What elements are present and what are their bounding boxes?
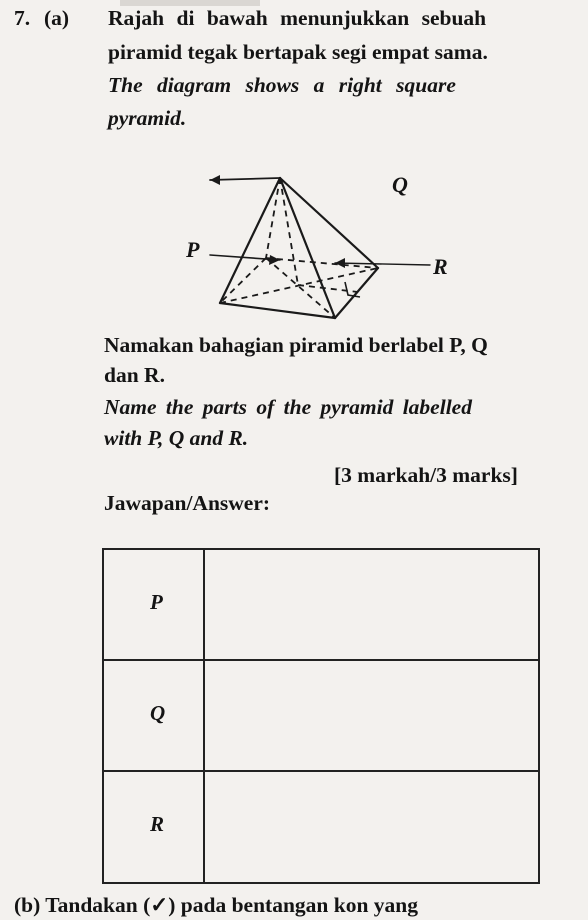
instruction-malay-line-2: dan R. [104, 363, 165, 387]
base-edge-front [220, 303, 335, 318]
answer-row-label: Q [150, 701, 166, 725]
label-p: P [186, 237, 200, 262]
marks-allocation: [3 markah/3 marks] [334, 463, 518, 487]
slant-edge-front-left [220, 178, 280, 303]
answer-cell-q[interactable] [205, 661, 538, 770]
answer-cell-r[interactable] [205, 772, 538, 882]
r-arrowhead [335, 258, 345, 268]
english-text-line-2: pyramid. [108, 106, 187, 130]
answer-row-p [104, 550, 538, 661]
answer-row-q [104, 661, 538, 772]
malay-text-line-2: piramid tegak bertapak segi empat sama. [108, 40, 488, 64]
base-apothem [298, 285, 358, 292]
slant-edge-front-right [280, 178, 335, 318]
answer-table [102, 548, 540, 884]
part-a-label: (a) [44, 6, 70, 30]
malay-text-line-1: Rajah di bawah menunjukkan sebuah [108, 6, 487, 30]
label-q: Q [392, 172, 408, 197]
answer-row-label-cell [104, 772, 205, 882]
question-number: 7. [14, 6, 31, 30]
pyramid-height [280, 178, 298, 285]
r-pointer-line [335, 263, 430, 265]
instruction-english-line-2: with P, Q and R. [104, 426, 249, 450]
answer-cell-p[interactable] [205, 550, 538, 659]
instruction-english-line-1: Name the parts of the pyramid labelled [104, 395, 472, 419]
slant-edge-back-right [280, 178, 378, 268]
answer-row-label-cell [104, 661, 205, 770]
answer-label: Jawapan/Answer: [104, 491, 271, 515]
answer-row-label: R [150, 812, 165, 836]
instruction-malay-line-1: Namakan bahagian piramid berlabel P, Q [104, 333, 488, 357]
answer-row-label: P [150, 590, 163, 614]
q-pointer-line [210, 178, 280, 180]
answer-row-label-cell [104, 550, 205, 659]
label-r: R [433, 254, 448, 279]
right-angle-mark [345, 282, 360, 297]
part-b-text: (b) Tandakan (✓) pada bentangan kon yang [14, 893, 418, 917]
answer-row-r [104, 772, 538, 882]
pyramid-diagram [180, 160, 470, 340]
slant-edge-hidden [266, 178, 280, 258]
p-arrowhead [269, 255, 280, 265]
english-text-line-1: The diagram shows a right square [108, 73, 456, 97]
base-edge-left [220, 258, 266, 303]
q-arrowhead [210, 175, 220, 185]
